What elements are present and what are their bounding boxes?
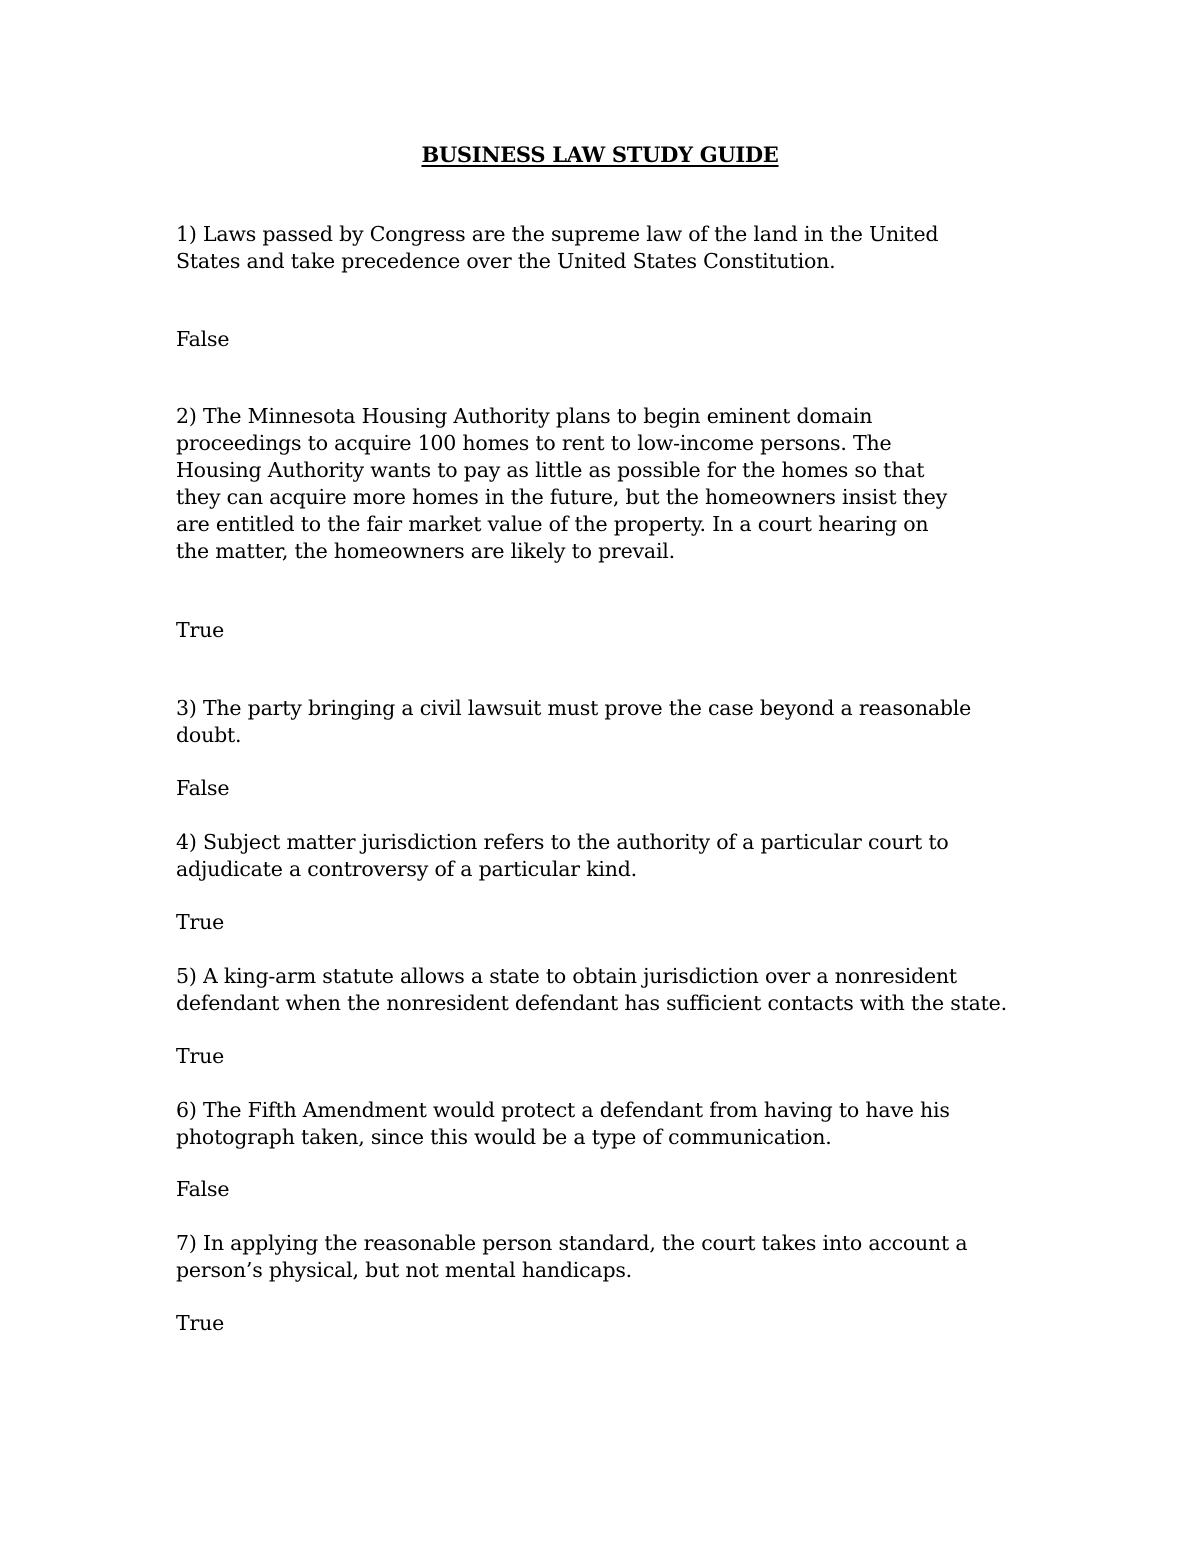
question-6: 6) The Fifth Amendment would protect a defendant from having to have his photograph taken, since this would be a type of communication. [176,1098,950,1149]
question-1: 1) Laws passed by Congress are the supreme law of the land in the United States and take precedence over the United States Constitution. [176,222,939,273]
question-5: 5) A king-arm statute allows a state to obtain jurisdiction over a nonresident defendant when the nonresident defendant has sufficient contacts with the state. [176,964,1007,1015]
question-2: 2) The Minnesota Housing Authority plans to begin eminent domain proceedings to acquire 100 homes to rent to low-income persons. The Housing Authority wants to pay as little as possible for the homes so that they can acquire more homes in the future, but the homeowners insist they are entitled to the fair market value of the property. In a court hearing on the matter, the homeowners are likely to prevail. [176,404,948,563]
answer-1: False [176,327,230,351]
answer-6: False [176,1177,230,1201]
question-7: 7) In applying the reasonable person standard, the court takes into account a person’s physical, but not mental handicaps. [176,1231,968,1282]
question-4: 4) Subject matter jurisdiction refers to the authority of a particular court to adjudicate a controversy of a particular kind. [176,830,949,881]
answer-4: True [176,910,225,934]
answer-3: False [176,776,230,800]
answer-2: True [176,618,225,642]
document-title: BUSINESS LAW STUDY GUIDE [421,142,779,167]
answer-5: True [176,1044,225,1068]
answer-7: True [176,1311,225,1335]
question-3: 3) The party bringing a civil lawsuit must prove the case beyond a reasonable doubt. [176,696,972,747]
